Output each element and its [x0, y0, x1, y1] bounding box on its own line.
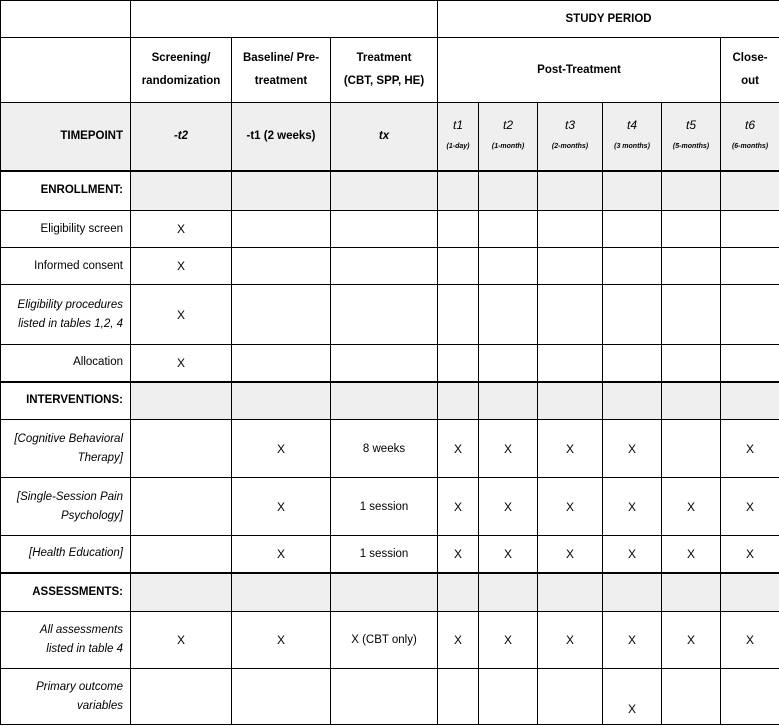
- table-row: [1, 345, 779, 382]
- check-mark: X: [603, 478, 662, 536]
- check-mark: X: [662, 612, 721, 669]
- timepoint-baseline: -t1 (2 weeks): [232, 103, 331, 171]
- check-mark: X: [232, 536, 331, 573]
- health-education-label: [Health Education]: [1, 536, 131, 573]
- screening-header: Screening/ randomization: [131, 38, 232, 103]
- cbt-treatment-value: 8 weeks: [331, 420, 438, 478]
- assessments-section-row: [1, 573, 779, 612]
- check-mark: X: [131, 612, 232, 669]
- check-mark: X: [721, 420, 779, 478]
- check-mark: X: [721, 478, 779, 536]
- check-mark: X: [721, 612, 779, 669]
- timepoint-t2: t2 (1-month): [479, 103, 538, 171]
- timepoint-screen: -t2: [131, 103, 232, 171]
- check-mark: X: [603, 669, 662, 725]
- informed-consent-label: Informed consent: [1, 248, 131, 285]
- interventions-section-row: [1, 382, 779, 420]
- assessments-label: ASSESSMENTS:: [1, 573, 131, 612]
- check-mark: X: [438, 536, 479, 573]
- check-mark: X: [131, 248, 232, 285]
- check-mark: X: [232, 612, 331, 669]
- cbt-label: [Cognitive Behavioral Therapy]: [1, 420, 131, 478]
- check-mark: X: [479, 612, 538, 669]
- spp-treatment-value: 1 session: [331, 478, 438, 536]
- eligibility-screen-label: Eligibility screen: [1, 211, 131, 248]
- phase-header-row: [1, 38, 779, 103]
- check-mark: X: [479, 478, 538, 536]
- treatment-header: Treatment (CBT, SPP, HE): [331, 38, 438, 103]
- primary-outcome-label: Primary outcome variables: [1, 669, 131, 725]
- check-mark: X: [662, 478, 721, 536]
- study-period-header: STUDY PERIOD: [438, 1, 779, 38]
- check-mark: X: [603, 612, 662, 669]
- table-row: [1, 285, 779, 345]
- check-mark: X: [479, 536, 538, 573]
- enrollment-section-row: [1, 171, 779, 211]
- timepoint-label: TIMEPOINT: [1, 103, 131, 171]
- check-mark: X: [603, 420, 662, 478]
- table-row: [1, 478, 779, 536]
- table-row: [1, 420, 779, 478]
- table-row: [1, 536, 779, 573]
- table-row: [1, 211, 779, 248]
- allocation-label: Allocation: [1, 345, 131, 382]
- check-mark: X: [538, 536, 603, 573]
- check-mark: X: [131, 285, 232, 345]
- check-mark: X: [131, 211, 232, 248]
- check-mark: X: [603, 536, 662, 573]
- enrollment-label: ENROLLMENT:: [1, 171, 131, 211]
- study-period-row: [1, 1, 779, 38]
- closeout-header: Close- out: [721, 38, 779, 103]
- check-mark: X: [538, 420, 603, 478]
- timepoint-t6: t6 (6-months): [721, 103, 779, 171]
- check-mark: X: [538, 478, 603, 536]
- spp-label: [Single-Session Pain Psychology]: [1, 478, 131, 536]
- check-mark: X: [232, 478, 331, 536]
- check-mark: X: [479, 420, 538, 478]
- check-mark: X: [721, 536, 779, 573]
- check-mark: X: [438, 420, 479, 478]
- timepoint-t3: t3 (2-months): [538, 103, 603, 171]
- timepoint-row: [1, 103, 779, 171]
- post-treatment-header: Post-Treatment: [438, 38, 721, 103]
- all-assessments-treatment-value: X (CBT only): [331, 612, 438, 669]
- check-mark: X: [232, 420, 331, 478]
- timepoint-t5: t5 (5-months): [662, 103, 721, 171]
- timepoint-treatment: tx: [331, 103, 438, 171]
- interventions-label: INTERVENTIONS:: [1, 382, 131, 420]
- eligibility-procedures-label: Eligibility procedures listed in tables 1,2, 4: [1, 285, 131, 345]
- baseline-header: Baseline/ Pre- treatment: [232, 38, 331, 103]
- timepoint-t4: t4 (3 months): [603, 103, 662, 171]
- check-mark: X: [662, 536, 721, 573]
- check-mark: X: [538, 612, 603, 669]
- table-row: [1, 669, 779, 725]
- check-mark: X: [131, 345, 232, 382]
- check-mark: X: [438, 478, 479, 536]
- he-treatment-value: 1 session: [331, 536, 438, 573]
- table-row: [1, 612, 779, 669]
- check-mark: X: [438, 612, 479, 669]
- table-row: [1, 248, 779, 285]
- timepoint-t1: t1 (1-day): [438, 103, 479, 171]
- all-assessments-label: All assessments listed in table 4: [1, 612, 131, 669]
